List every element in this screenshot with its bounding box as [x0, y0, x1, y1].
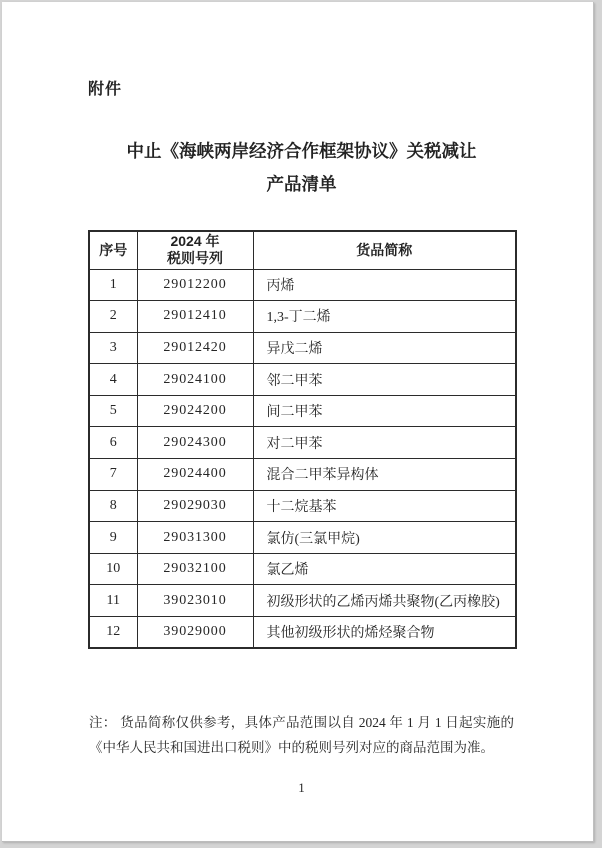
tariff-code-cell: 29024300 [137, 427, 253, 459]
product-name-cell: 初级形状的乙烯丙烯共聚物(乙丙橡胶) [253, 585, 516, 617]
footnote: 注： 货品简称仅供参考，具体产品范围以自 2024 年 1 月 1 日起实施的《中华人民共和国进出口税则》中的税则号列对应的商品范围为准。 [89, 715, 514, 755]
tariff-code-cell: 29024200 [137, 395, 253, 427]
row-index-cell: 1 [89, 269, 137, 301]
table-header-row [89, 231, 516, 269]
tariff-code-cell: 29012420 [137, 332, 253, 364]
page-number: 1 [298, 780, 305, 795]
table-row [89, 490, 516, 522]
row-index-cell: 6 [89, 427, 137, 459]
table-row [89, 553, 516, 585]
tariff-code-cell: 39023010 [137, 585, 253, 617]
attachment-label: 附件 [88, 81, 123, 98]
tariff-code-cell: 29024400 [137, 459, 253, 491]
col-header-tariff-code-line2: 税则号列 [167, 250, 223, 267]
table-row [89, 364, 516, 396]
table-row [89, 585, 516, 617]
title-line-1: 中止《海峡两岸经济合作框架协议》关税减让 [126, 141, 477, 161]
tariff-code-cell: 29029030 [137, 490, 253, 522]
tariff-code-cell: 29012410 [137, 301, 253, 333]
col-header-index: 序号 [89, 231, 137, 269]
document-title [88, 135, 515, 201]
product-name-cell: 其他初级形状的烯烃聚合物 [253, 617, 516, 649]
table-row [89, 269, 516, 301]
product-name-cell: 丙烯 [253, 269, 516, 301]
row-index-cell: 5 [89, 395, 137, 427]
row-index-cell: 12 [89, 617, 137, 649]
table-row [89, 301, 516, 333]
row-index-cell: 3 [89, 332, 137, 364]
product-name-cell: 邻二甲苯 [253, 364, 516, 396]
row-index-cell: 9 [89, 522, 137, 554]
product-name-cell: 氯乙烯 [253, 553, 516, 585]
tariff-code-cell: 29032100 [137, 553, 253, 585]
row-index-cell: 10 [89, 553, 137, 585]
tariff-code-cell: 29024100 [137, 364, 253, 396]
col-header-product-name: 货品简称 [253, 231, 516, 269]
product-name-cell: 混合二甲苯异构体 [253, 459, 516, 491]
row-index-cell: 8 [89, 490, 137, 522]
product-name-cell: 异戊二烯 [253, 332, 516, 364]
table-row [89, 459, 516, 491]
table-row [89, 395, 516, 427]
row-index-cell: 4 [89, 364, 137, 396]
row-index-cell: 7 [89, 459, 137, 491]
row-index-cell: 2 [89, 301, 137, 333]
col-header-tariff-code [137, 231, 253, 269]
col-header-tariff-code-line1: 2024 年 [170, 233, 220, 250]
product-name-cell: 十二烷基苯 [253, 490, 516, 522]
product-name-cell: 氯仿(三氯甲烷) [253, 522, 516, 554]
document-page [2, 2, 594, 842]
table-row [89, 332, 516, 364]
product-name-cell: 间二甲苯 [253, 395, 516, 427]
table-row [89, 617, 516, 649]
product-name-cell: 1,3-丁二烯 [253, 301, 516, 333]
products-table [88, 230, 517, 649]
table-row [89, 522, 516, 554]
tariff-code-cell: 39029000 [137, 617, 253, 649]
product-name-cell: 对二甲苯 [253, 427, 516, 459]
tariff-code-cell: 29031300 [137, 522, 253, 554]
row-index-cell: 11 [89, 585, 137, 617]
table-row [89, 427, 516, 459]
tariff-code-cell: 29012200 [137, 269, 253, 301]
title-line-2: 产品清单 [266, 174, 337, 194]
